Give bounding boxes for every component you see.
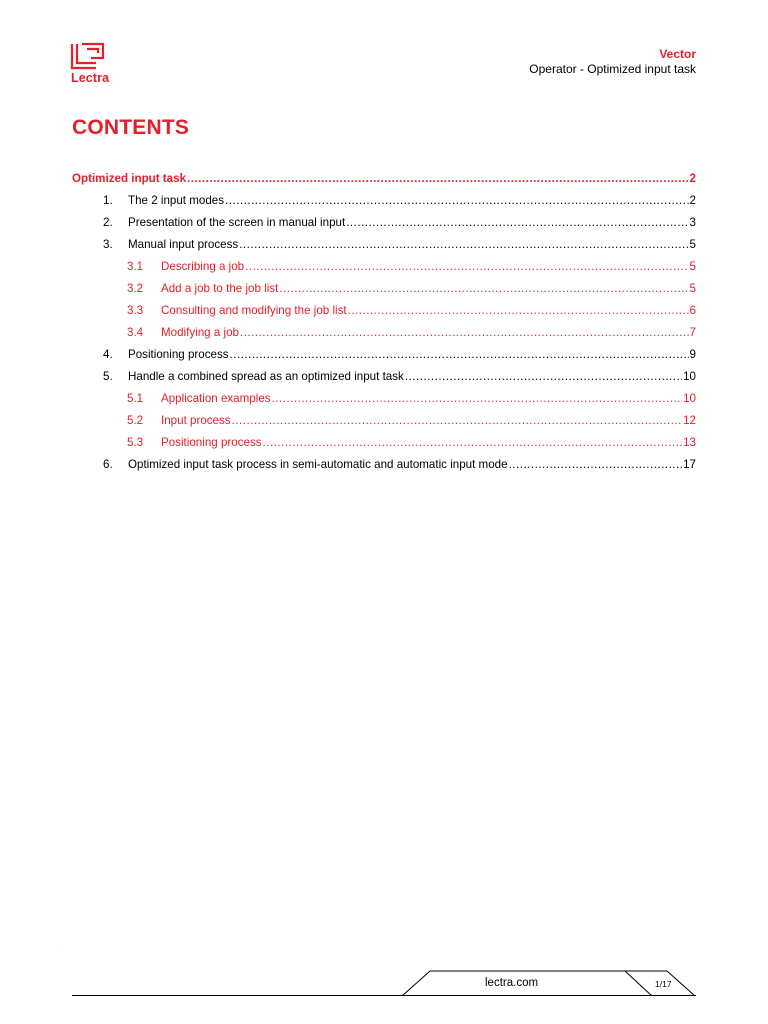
toc-leader bbox=[225, 194, 689, 207]
toc-label: Application examples bbox=[161, 392, 271, 405]
toc-number: 5. bbox=[103, 370, 113, 383]
toc-page: 2 bbox=[689, 194, 696, 207]
toc-leader bbox=[263, 436, 683, 449]
toc-page: 2 bbox=[689, 172, 696, 185]
toc-number: 1. bbox=[103, 194, 113, 207]
toc-entry[interactable] bbox=[72, 458, 696, 480]
toc-entry[interactable] bbox=[72, 414, 696, 436]
toc-leader bbox=[346, 216, 688, 229]
toc-number: 3.4 bbox=[127, 326, 144, 339]
toc-number: 3.3 bbox=[127, 304, 144, 317]
toc-number: 2. bbox=[103, 216, 113, 229]
toc-entry[interactable] bbox=[72, 436, 696, 458]
toc-label: Presentation of the screen in manual input bbox=[128, 216, 346, 229]
footer-website[interactable]: lectra.com bbox=[485, 977, 539, 989]
toc-page: 17 bbox=[683, 458, 696, 471]
toc-label: Manual input process bbox=[128, 238, 239, 251]
toc-entry[interactable] bbox=[72, 326, 696, 348]
toc-entry[interactable] bbox=[72, 392, 696, 414]
toc-label: Positioning process bbox=[161, 436, 262, 449]
toc-entry[interactable] bbox=[72, 304, 696, 326]
toc-number: 4. bbox=[103, 348, 113, 361]
toc-number: 5.2 bbox=[127, 414, 144, 427]
toc-page: 9 bbox=[689, 348, 696, 361]
toc-page: 6 bbox=[689, 304, 696, 317]
toc-entry[interactable] bbox=[72, 370, 696, 392]
table-of-contents bbox=[72, 172, 696, 480]
toc-leader bbox=[405, 370, 682, 383]
page-number: 1/17 bbox=[655, 979, 672, 989]
toc-number: 3.2 bbox=[127, 282, 144, 295]
toc-page: 3 bbox=[689, 216, 696, 229]
toc-number: 5.3 bbox=[127, 436, 144, 449]
toc-leader bbox=[232, 414, 682, 427]
toc-page: 5 bbox=[689, 282, 696, 295]
toc-label: The 2 input modes bbox=[128, 194, 225, 207]
toc-number: 5.1 bbox=[127, 392, 144, 405]
toc-page: 10 bbox=[683, 370, 696, 383]
toc-leader bbox=[230, 348, 689, 361]
footer-rule bbox=[72, 995, 696, 996]
toc-entry[interactable] bbox=[72, 216, 696, 238]
contents-heading: CONTENTS bbox=[72, 116, 190, 139]
footer-frame bbox=[400, 970, 697, 996]
toc-entry[interactable] bbox=[72, 260, 696, 282]
toc-label: Optimized input task process in semi-automatic and automatic input mode bbox=[128, 458, 508, 471]
toc-leader bbox=[279, 282, 688, 295]
toc-label: Add a job to the job list bbox=[161, 282, 279, 295]
toc-label: Positioning process bbox=[128, 348, 229, 361]
toc-leader bbox=[239, 238, 688, 251]
brand-name: Lectra bbox=[71, 71, 110, 85]
toc-page: 13 bbox=[683, 436, 696, 449]
toc-leader bbox=[509, 458, 683, 471]
product-name: Vector bbox=[659, 47, 696, 61]
toc-label: Consulting and modifying the job list bbox=[161, 304, 347, 317]
toc-label: Handle a combined spread as an optimized input task bbox=[128, 370, 404, 383]
toc-page: 5 bbox=[689, 260, 696, 273]
toc-leader bbox=[245, 260, 688, 273]
toc-leader bbox=[240, 326, 689, 339]
toc-entry[interactable] bbox=[72, 282, 696, 304]
toc-page: 5 bbox=[689, 238, 696, 251]
page-header bbox=[529, 47, 696, 77]
document-title: Operator - Optimized input task bbox=[529, 62, 696, 76]
toc-page: 7 bbox=[689, 326, 696, 339]
toc-label: Optimized input task bbox=[72, 172, 187, 185]
toc-entry[interactable] bbox=[72, 238, 696, 260]
toc-entry[interactable] bbox=[72, 194, 696, 216]
toc-page: 12 bbox=[683, 414, 696, 427]
toc-number: 3.1 bbox=[127, 260, 144, 273]
toc-leader bbox=[187, 172, 689, 185]
toc-label: Input process bbox=[161, 414, 231, 427]
toc-number: 6. bbox=[103, 458, 113, 471]
toc-leader bbox=[348, 304, 689, 317]
toc-leader bbox=[272, 392, 683, 405]
toc-label: Modifying a job bbox=[161, 326, 239, 339]
toc-entry[interactable] bbox=[72, 348, 696, 370]
toc-page: 10 bbox=[683, 392, 696, 405]
toc-entry[interactable] bbox=[72, 172, 696, 194]
toc-number: 3. bbox=[103, 238, 113, 251]
toc-label: Describing a job bbox=[161, 260, 245, 273]
scan-mark: . bbox=[57, 944, 59, 950]
